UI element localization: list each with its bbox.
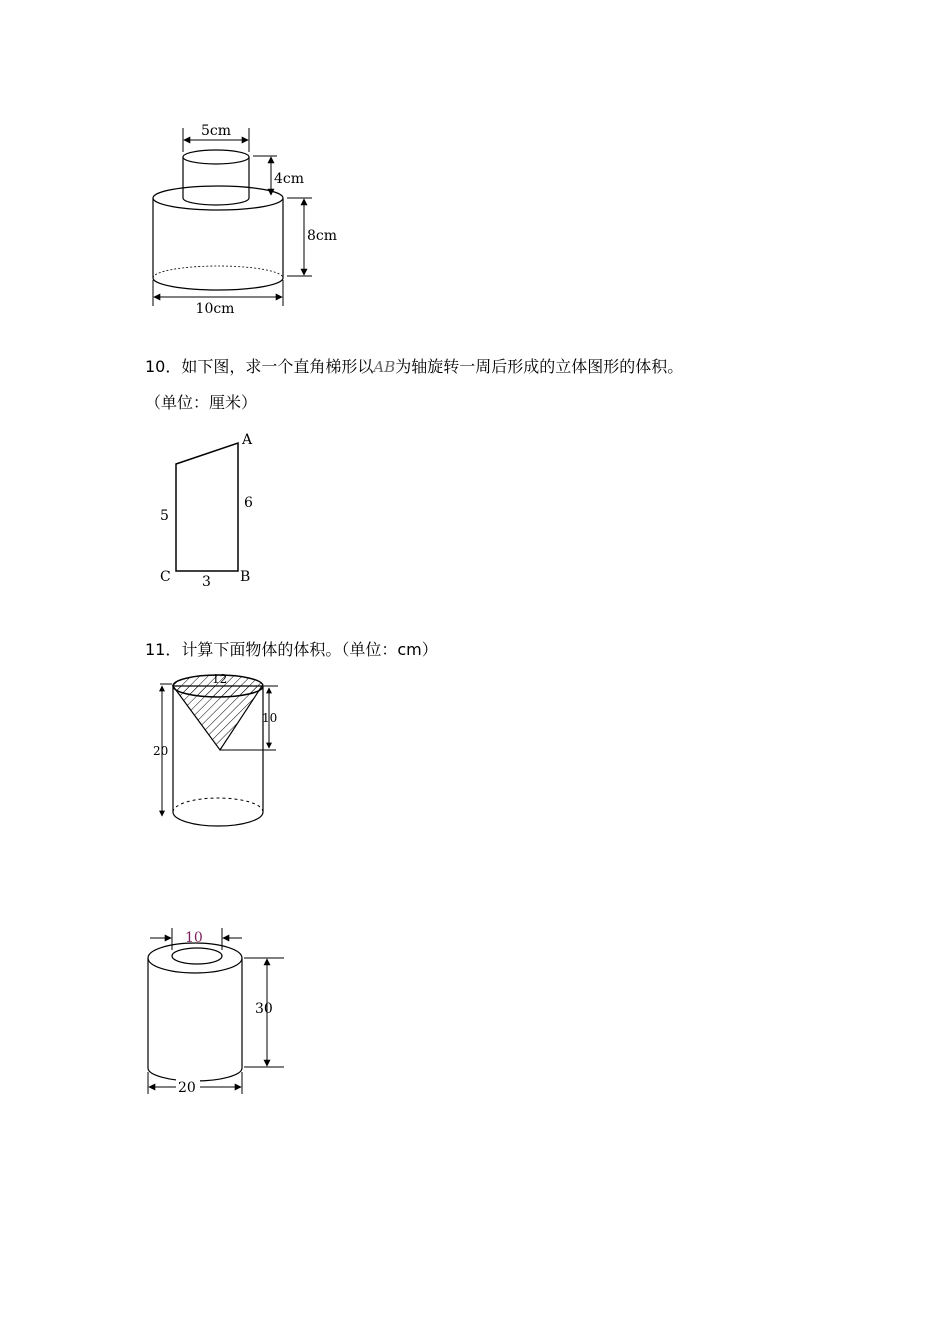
point-b-label: B — [240, 569, 251, 585]
inner-diameter-label: 10 — [185, 930, 203, 946]
right-trapezoid-figure — [150, 425, 270, 595]
pipe-height-label: 30 — [255, 1001, 273, 1017]
diameter-label: 12 — [212, 672, 228, 686]
question-11: 11．计算下面物体的体积。（单位：cm） — [145, 640, 438, 659]
question-10-suffix: 为轴旋转一周后形成的立体图形的体积。 — [395, 357, 684, 376]
point-c-label: C — [160, 569, 171, 585]
question-10 — [145, 354, 683, 377]
top-width-label: 5cm — [200, 123, 232, 139]
cone-depth-label: 10 — [262, 711, 278, 725]
question-10-prefix: 10．如下图，求一个直角梯形以 — [145, 357, 374, 376]
top-height-label: 4cm — [274, 171, 305, 187]
bottom-width-label: 10cm — [195, 301, 235, 317]
question-10-axis: AB — [373, 358, 396, 376]
bottom-height-label: 8cm — [307, 228, 338, 244]
stacked-cylinders-figure — [140, 118, 360, 318]
hollow-cylinder-figure — [140, 922, 300, 1102]
outer-diameter-label: 20 — [178, 1080, 196, 1096]
left-side-label: 5 — [160, 508, 169, 524]
cylinder-cone-figure — [150, 666, 290, 836]
right-side-label: 6 — [244, 495, 253, 511]
height-label: 20 — [153, 744, 169, 758]
question-10-unit: （单位：厘米） — [145, 393, 258, 412]
bottom-side-label: 3 — [202, 574, 211, 590]
point-a-label: A — [242, 432, 253, 448]
